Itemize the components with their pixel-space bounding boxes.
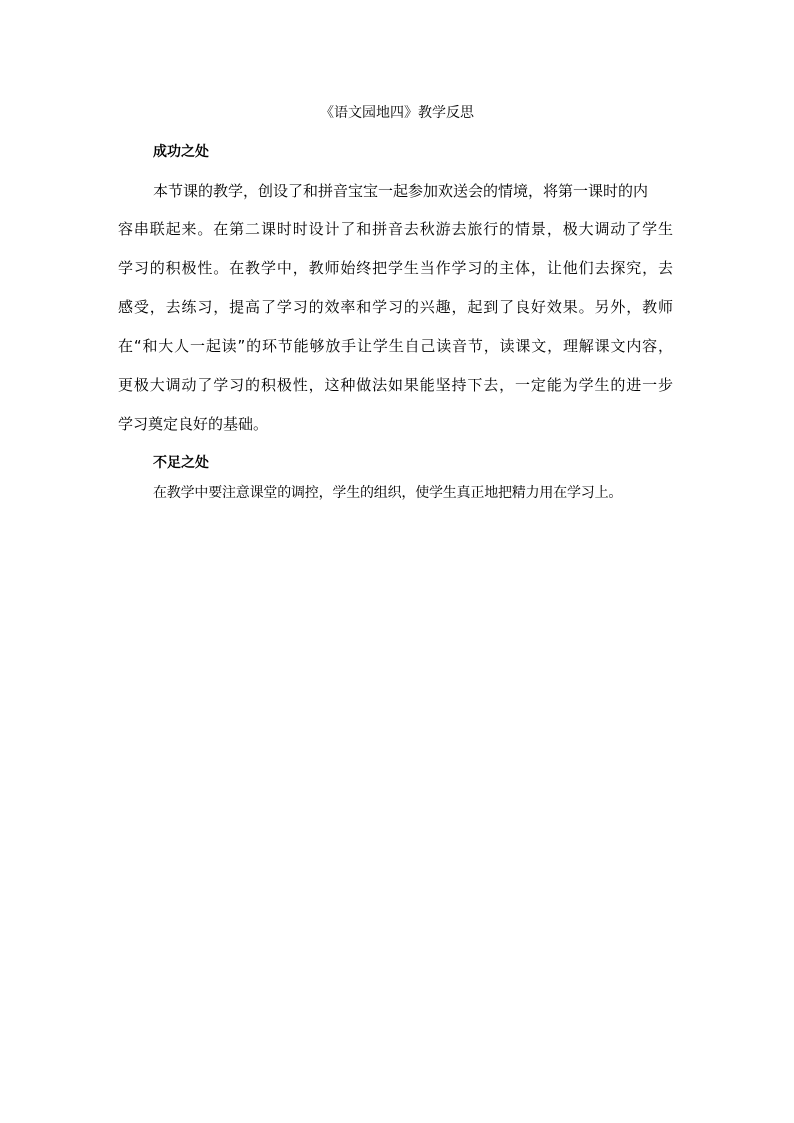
paragraph-line: 感受，去练习，提高了学习的效率和学习的兴趣，起到了良好效果。另外，教师 (118, 298, 673, 316)
paragraph-line: 学习奠定良好的基础。 (118, 415, 269, 433)
shortcoming-heading: 不足之处 (153, 455, 209, 471)
paragraph-line: 更极大调动了学习的积极性，这种做法如果能坚持下去，一定能为学生的进一步 (118, 376, 673, 394)
document-title: 《语文园地四》教学反思 (320, 105, 474, 121)
paragraph-line: 容串联起来。在第二课时时设计了和拼音去秋游去旅行的情景，极大调动了学生 (118, 220, 673, 238)
paragraph-line: 学习的积极性。在教学中，教师始终把学生当作学习的主体，让他们去探究，去 (118, 259, 673, 277)
shortcoming-paragraph: 在教学中要注意课堂的调控，学生的组织，使学生真正地把精力用在学习上。 (153, 485, 623, 501)
success-heading: 成功之处 (153, 144, 209, 160)
paragraph-line: 本节课的教学，创设了和拼音宝宝一起参加欢送会的情境，将第一课时的内 (153, 182, 649, 200)
paragraph-line: 在“和大人一起读”的环节能够放手让学生自己读音节，读课文，理解课文内容， (118, 337, 673, 355)
